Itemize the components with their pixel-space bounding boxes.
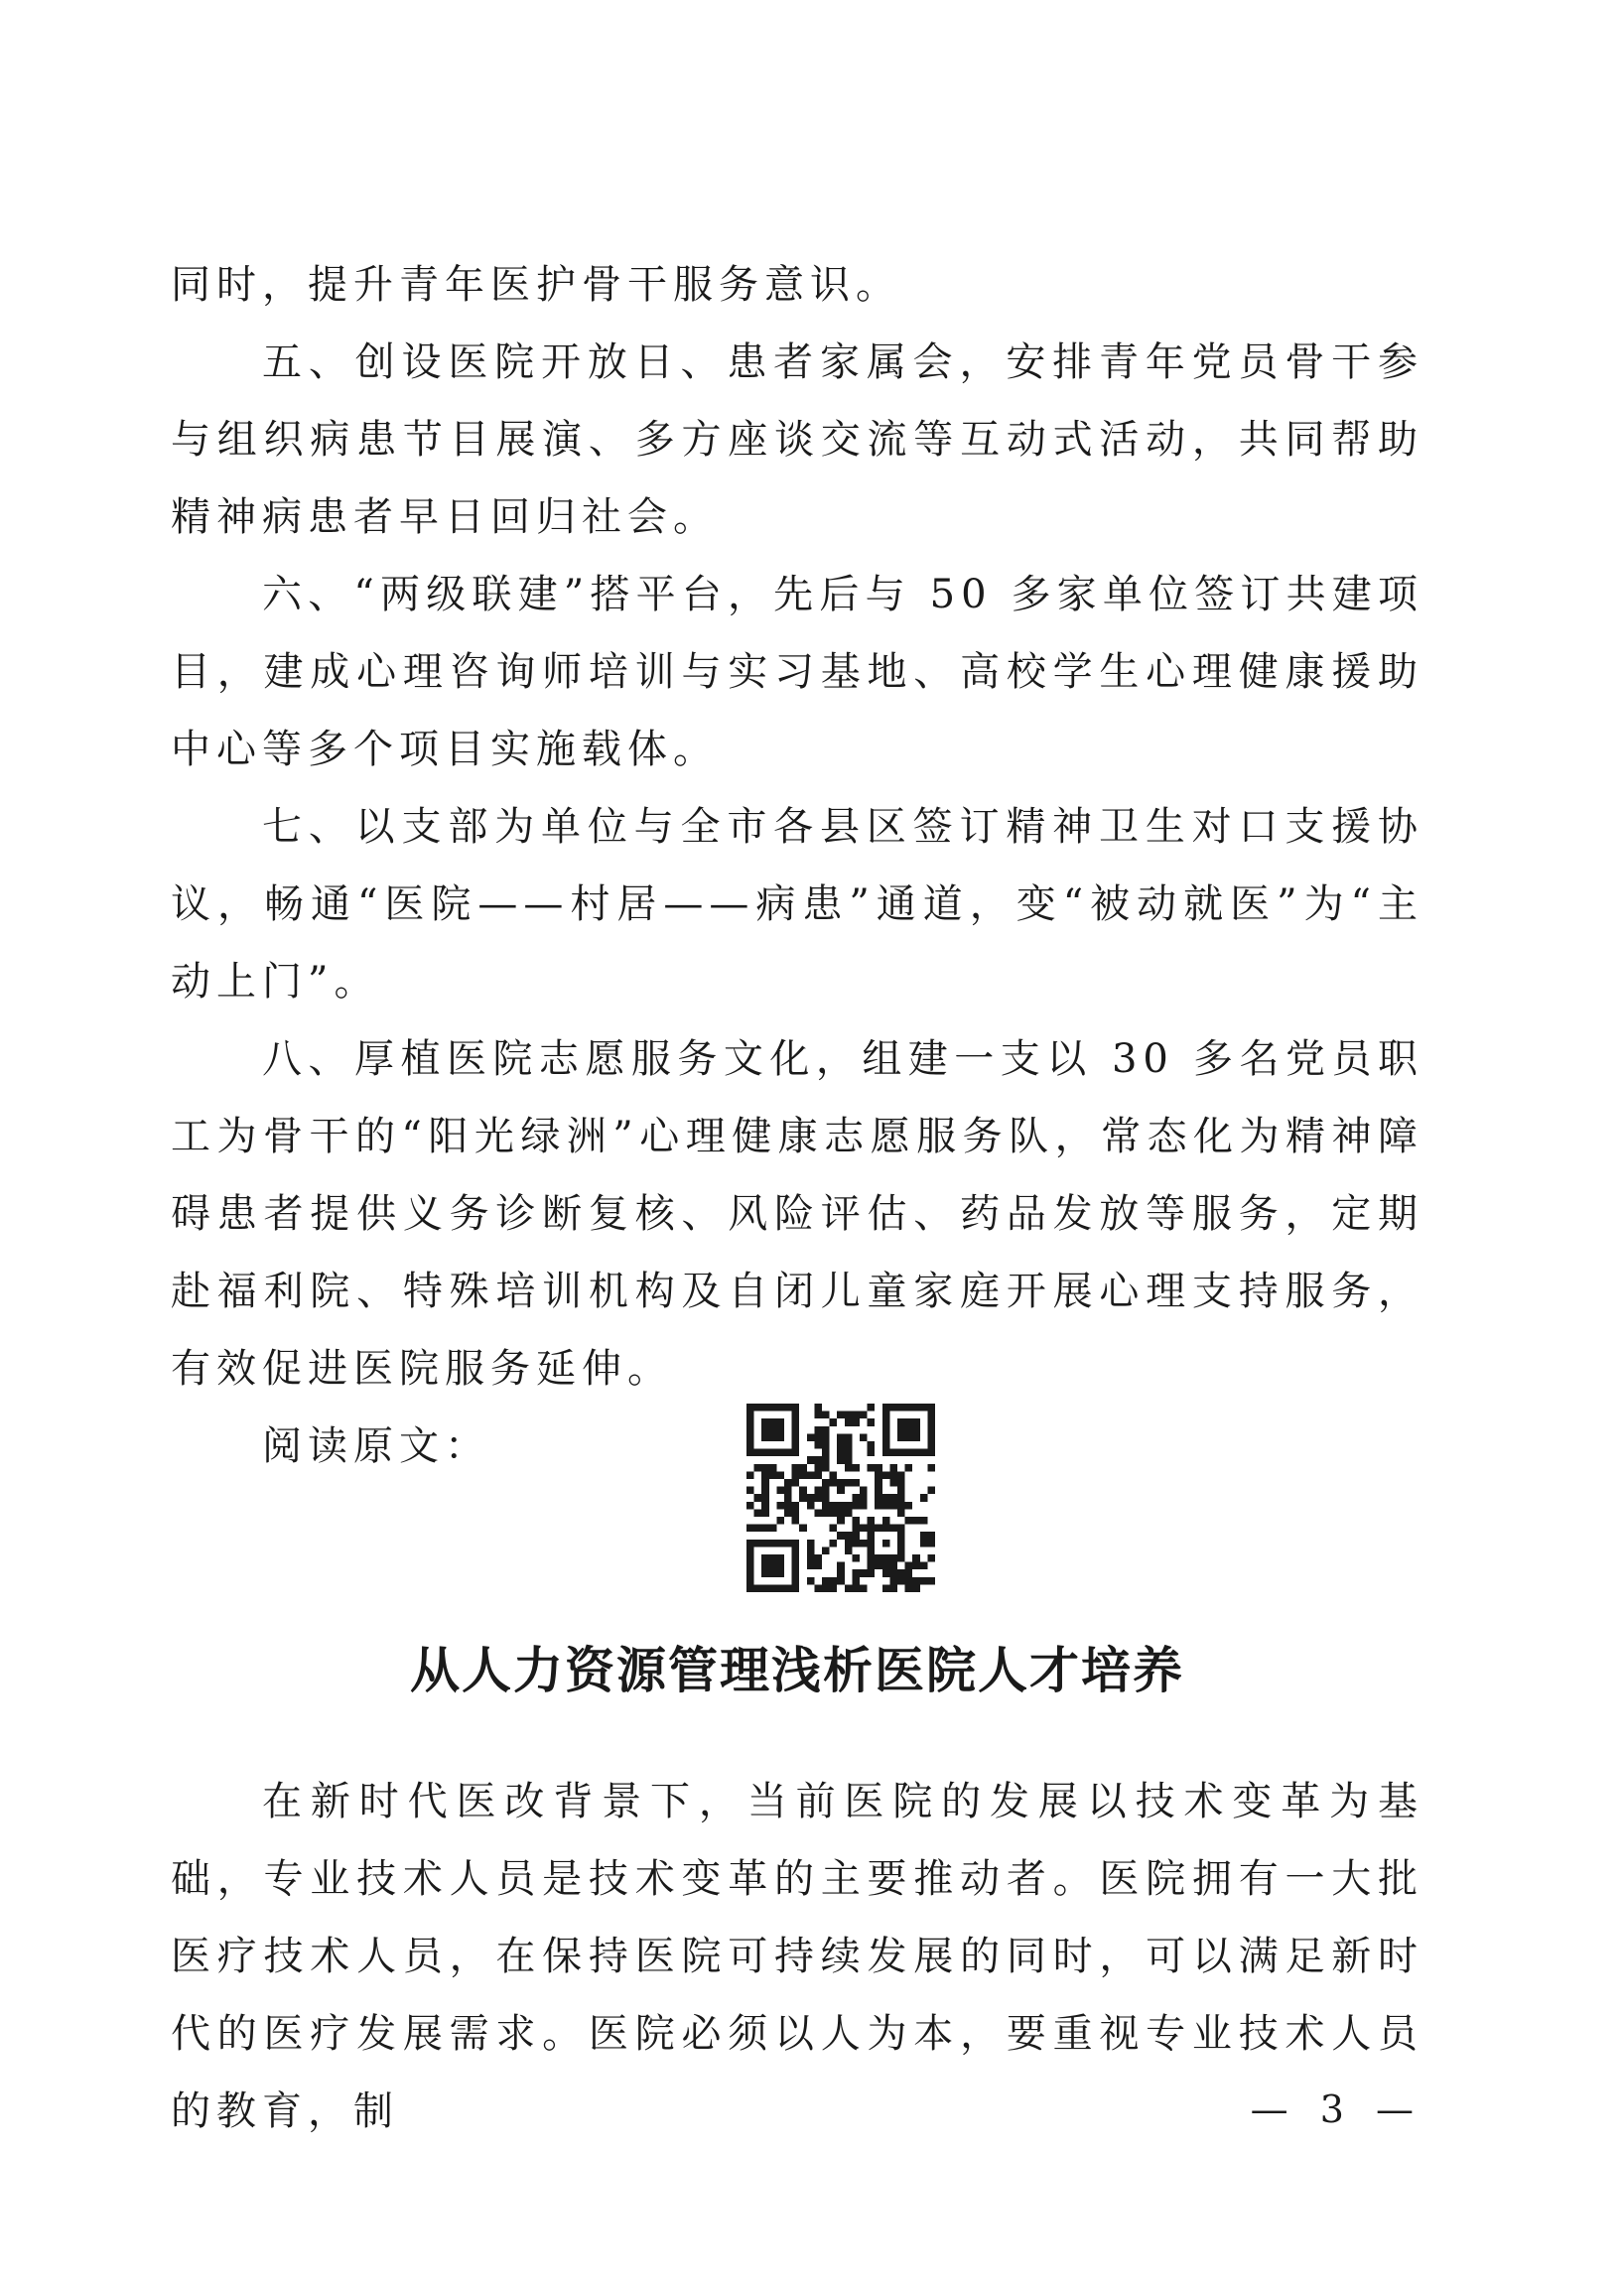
read-original-label: 阅读原文： (262, 1423, 490, 1469)
qr-code-graphic (746, 1404, 935, 1592)
page-number: — 3 — (1250, 2087, 1423, 2131)
paragraph-continuation: 同时，提升青年医护骨干服务意识。 (171, 262, 901, 308)
article-paragraph: 在新时代医改背景下，当前医院的发展以技术变革为基础，专业技术人员是技术变革的主要推动者。医院拥有一大批医疗技术人员，在保持医院可持续发展的同时，可以满足新时代的医疗发展需求。医院必须以人为本，要重视专业技术人员的教育，制 (171, 1779, 1423, 2134)
paragraph-item-eight: 八、厚植医院志愿服务文化，组建一支以 30 多名党员职工为骨干的“阳光绿洲”心理健康志愿服务队，常态化为精神障碍患者提供义务诊断复核、风险评估、药品发放等服务，定期赴福利院、特殊培训机构及自闭儿童家庭开展心理支持服务，有效促进医院服务延伸。 (171, 1036, 1423, 1392)
article-body (171, 1763, 1423, 2150)
paragraph-item-five: 五、创设医院开放日、患者家属会，安排青年党员骨干参与组织病患节目展演、多方座谈交流等互动式活动，共同帮助精神病患者早日回归社会。 (171, 339, 1423, 540)
paragraph-item-six: 六、“两级联建”搭平台，先后与 50 多家单位签订共建项目，建成心理咨询师培训与实习基地、高校学生心理健康援助中心等多个项目实施载体。 (171, 572, 1423, 772)
qr-code-icon[interactable] (746, 1404, 935, 1592)
paragraph-item-seven: 七、以支部为单位与全市各县区签订精神卫生对口支援协议，畅通“医院——村居——病患”通道，变“被动就医”为“主动上门”。 (171, 804, 1423, 1005)
article-title: 从人力资源管理浅析医院人才培养 (410, 1641, 1184, 1699)
section-one-body (171, 246, 1423, 1485)
